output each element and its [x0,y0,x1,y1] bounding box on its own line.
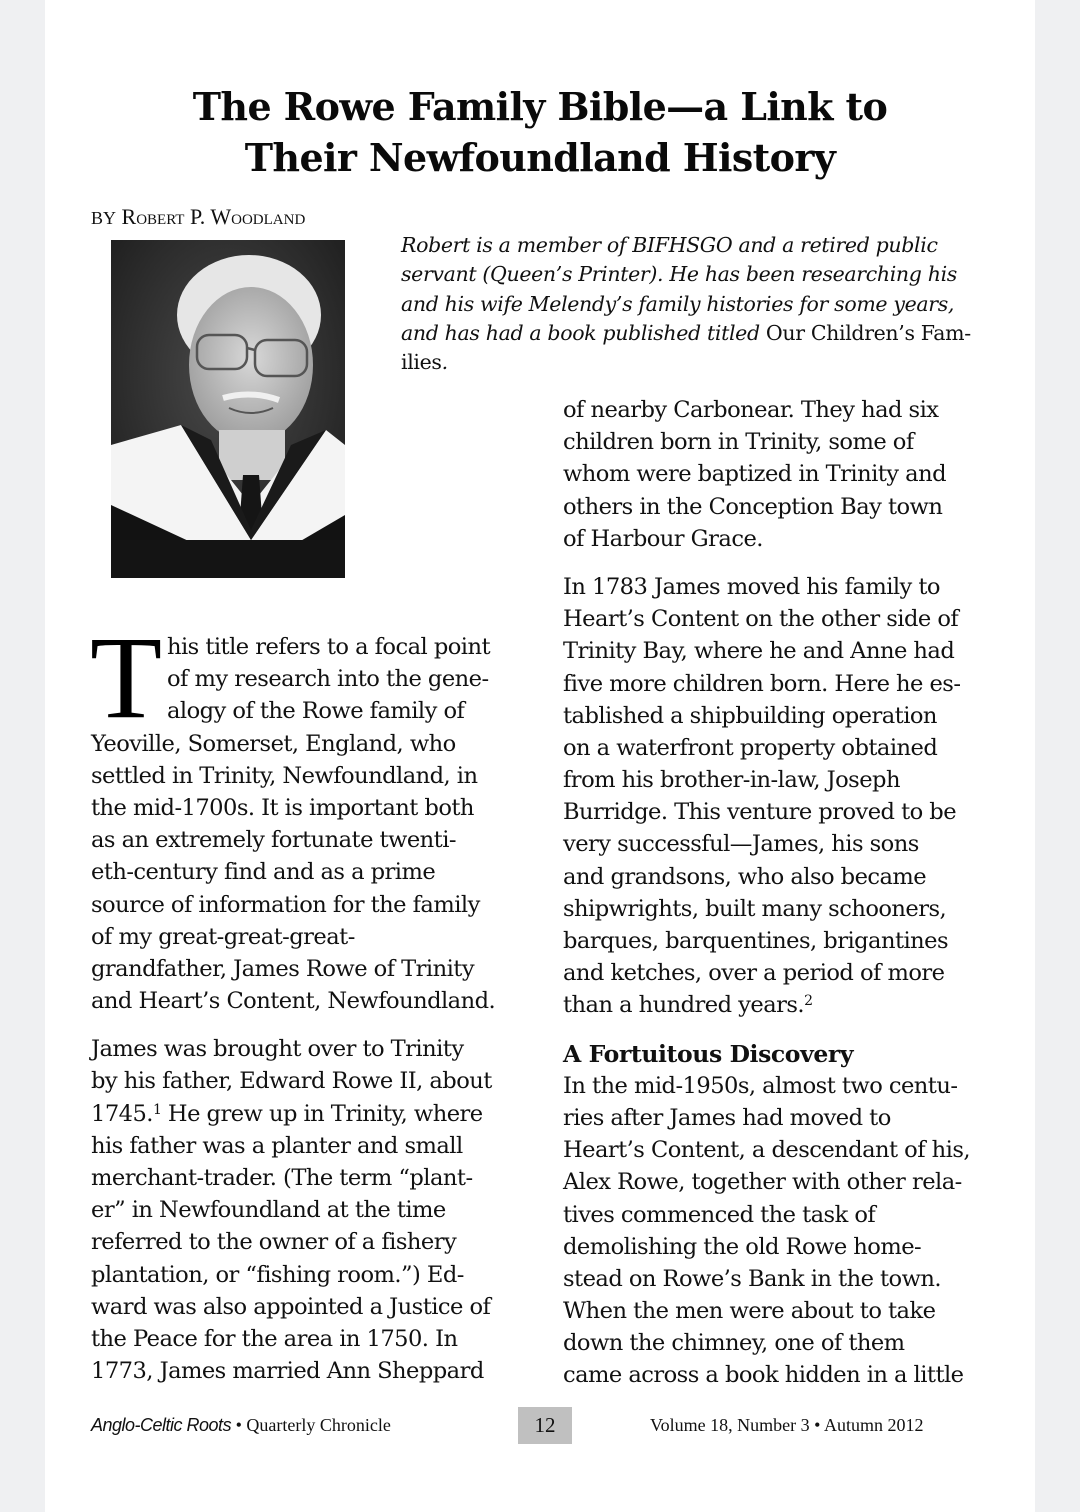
right-column [563,394,970,1392]
bio-line: and his wife Melendy’s family histories for some years, [401,291,955,316]
body-line: referred to the owner of a fishery [91,1229,457,1256]
body-line: by his father, Edward Rowe II, about [91,1068,492,1095]
body-line: of nearby Carbonear. They had six [563,397,939,423]
bio-text: . [441,350,448,375]
body-line: and Heart’s Content, Newfoundland. [91,988,496,1015]
bio-line [401,319,971,348]
body-line: plantation, or “fishing room.”) Ed- [91,1261,464,1288]
body-line: ries after James had moved to [563,1104,891,1131]
body-line: alogy of the Rowe family of [167,698,465,725]
body-line: grandfather, James Rowe of Trinity [91,955,475,982]
footer-bullet: • [231,1415,247,1435]
body-line: Trinity Bay, where he and Anne had [563,638,955,665]
body-line: the Peace for the area in 1750. In [91,1325,458,1352]
body-text: He grew up in Trinity, where [161,1100,483,1127]
body-line: settled in Trinity, Newfoundland, in [91,762,478,789]
body-line: his title refers to a focal point [167,634,490,660]
paragraph-gap [563,1022,970,1038]
body-line: barques, barquentines, brigantines [563,928,949,954]
body-text: 1745. [91,1100,153,1127]
body-line: from his brother-in-law, Joseph [563,767,900,794]
body-line: demolishing the old Rowe home- [563,1233,922,1260]
body-line: came across a book hidden in a little [563,1362,964,1389]
body-line: In 1783 James moved his family to [563,573,940,600]
page-footer [0,1407,1080,1444]
page-number: 12 [518,1407,572,1444]
footnote-ref-2[interactable]: 2 [804,993,813,1010]
body-line: and ketches, over a period of more [563,960,945,987]
left-column [91,631,495,1387]
publication-name: Anglo-Celtic Roots [91,1415,232,1435]
body-line: tablished a shipbuilding operation [563,702,937,729]
byline-author: Robert P. Woodland [121,204,306,229]
body-line: tives commenced the task of [563,1201,876,1228]
body-line: merchant-trader. (The term “plant- [91,1165,473,1191]
body-line: whom were baptized in Trinity and [563,461,946,488]
body-line: as an extremely fortunate twenti- [91,827,456,854]
body-line: Heart’s Content on the other side of [563,606,959,633]
body-text: than a hundred years. [563,992,805,1019]
body-line: shipwrights, built many schooners, [563,895,947,922]
body-line: very successful—James, his sons [563,831,919,858]
body-line: Burridge. This venture proved to be [563,799,957,826]
drop-cap: T [90,612,163,743]
body-line: eth-century find and as a prime [91,859,436,886]
body-line: stead on Rowe’s Bank in the town. [563,1265,942,1292]
body-line: When the men were about to take [563,1298,936,1325]
body-line: ward was also appointed a Justice of [91,1293,491,1320]
article-title-line-2: Their Newfoundland History [244,135,836,180]
footnote-ref-1[interactable]: 1 [152,1101,162,1118]
book-title: Our Children’s Fam- [765,320,971,345]
body-line: the mid-1700s. It is important both [91,794,474,821]
body-line: on a waterfront property obtained [563,734,938,761]
body-line: In the mid-1950s, almost two centu- [563,1072,958,1099]
bio-line: Robert is a member of BIFHSGO and a retired public [401,233,938,257]
bio-line: servant (Queen’s Printer). He has been researching his [401,262,957,287]
body-line: 1773, James married Ann Sheppard [91,1358,484,1385]
article-title-line-1: The Rowe Family Bible—a Link to [192,84,888,129]
book-title-continued: ilies [401,350,442,375]
body-line: source of information for the family [91,891,480,918]
portrait-image [111,240,345,578]
bio-line [401,348,971,377]
body-line: his father was a planter and small [91,1132,463,1159]
author-bio [401,231,971,377]
section-subheading: A Fortuitous Discovery [563,1039,854,1068]
body-line: five more children born. Here he es- [563,670,961,697]
body-line: down the chimney, one of them [563,1330,905,1357]
body-line [91,1098,495,1130]
paragraph-gap [91,1017,495,1033]
byline [91,204,305,231]
footer-publication [91,1415,391,1436]
body-line: children born in Trinity, some of [563,429,914,456]
issue-info: Volume 18, Number 3 • Autumn 2012 [650,1415,924,1435]
author-photo [111,240,345,578]
body-line: of Harbour Grace. [563,525,763,552]
body-line: Heart’s Content, a descendant of his, [563,1137,971,1164]
publication-section: Quarterly Chronicle [246,1415,391,1435]
paragraph-gap [563,555,970,571]
body-line: er” in Newfoundland at the time [91,1197,446,1224]
body-line: of my great-great-great- [91,923,355,950]
body-line: of my research into the gene- [167,666,489,693]
byline-prefix: BY [91,208,117,228]
body-line: others in the Conception Bay town [563,493,943,520]
body-line: Alex Rowe, together with other rela- [563,1169,962,1196]
body-line [563,989,970,1021]
body-line: James was brought over to Trinity [91,1036,464,1063]
bio-text: and has had a book published titled [401,320,766,345]
body-line: and grandsons, who also became [563,863,927,890]
body-line: Yeoville, Somerset, England, who [91,730,456,757]
